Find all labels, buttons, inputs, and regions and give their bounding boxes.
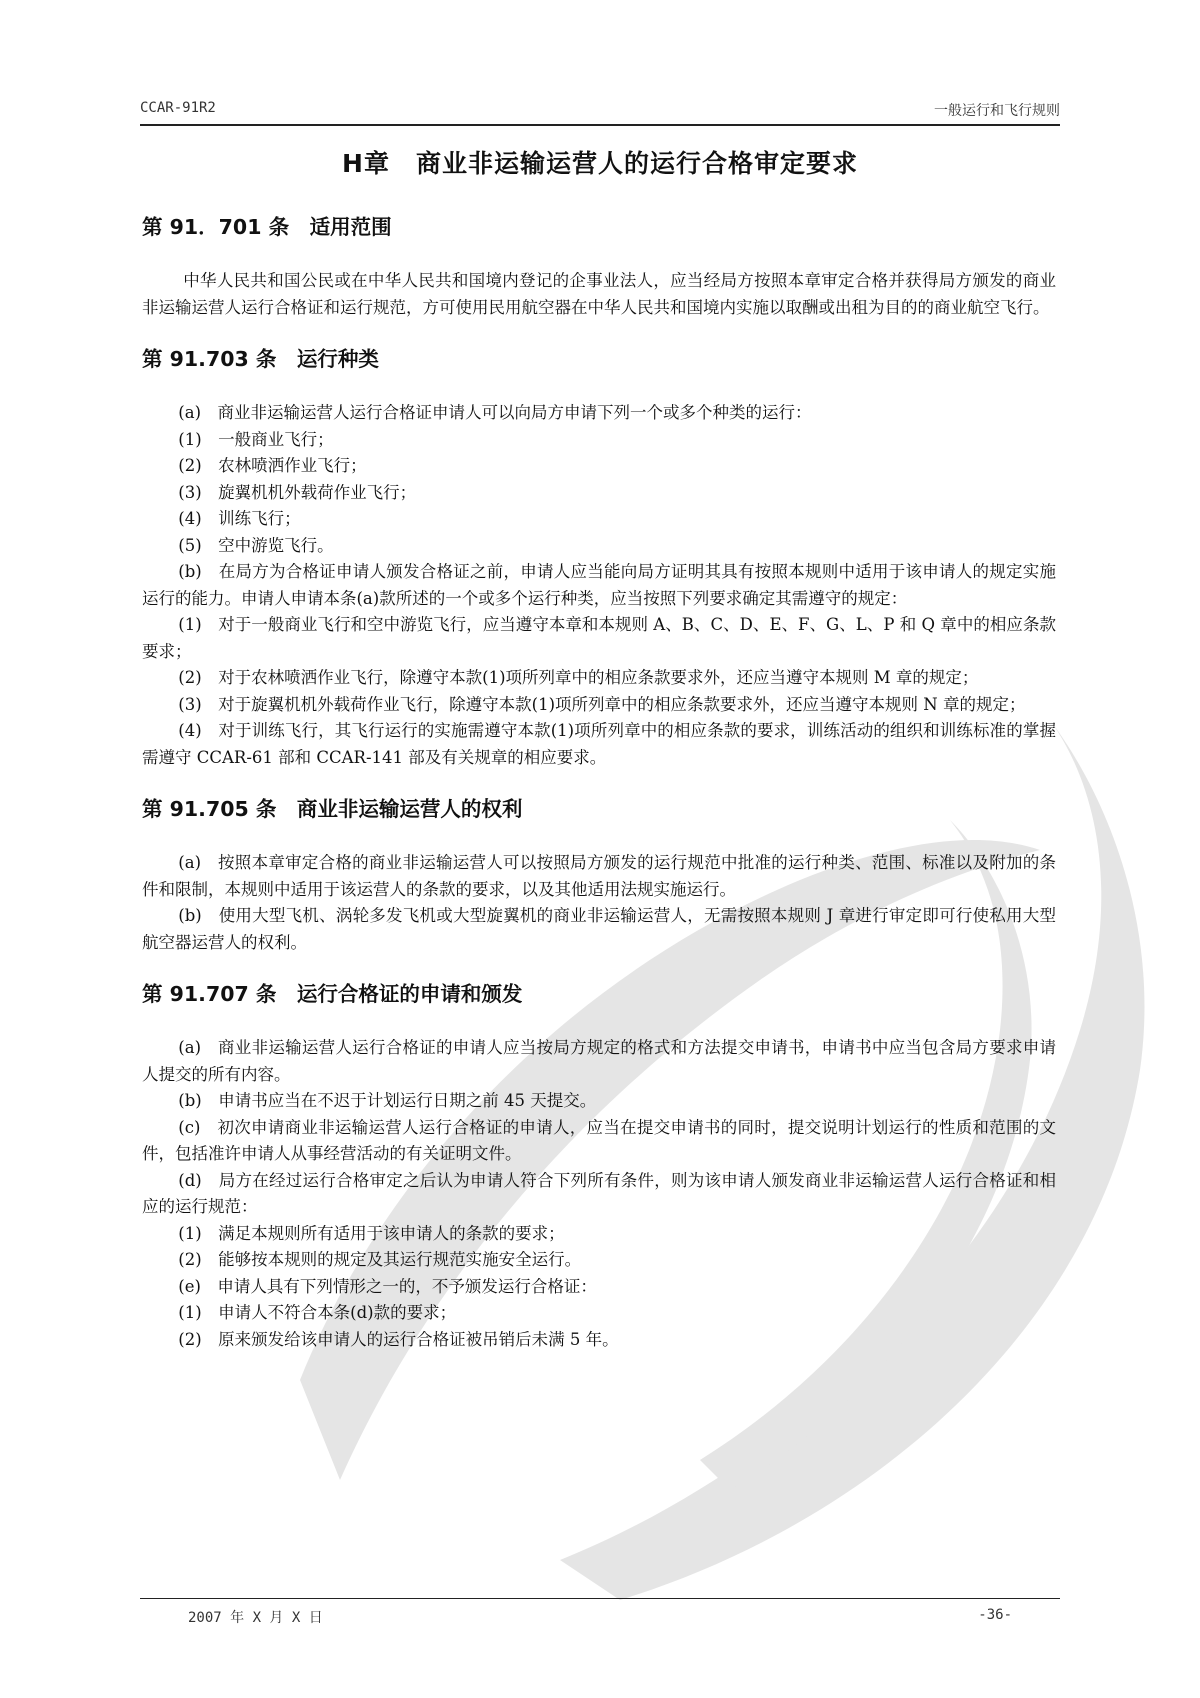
paragraph: (5) 空中游览飞行。 xyxy=(178,535,334,555)
paragraph: (1) 申请人不符合本条(d)款的要求； xyxy=(178,1303,457,1322)
paragraph: (2) 对于农林喷洒作业飞行，除遵守本款(1)项所列章中的相应条款要求外，还应当遵守本规则 M 章的规定； xyxy=(178,668,979,687)
paragraph: (b) 申请书应当在不迟于计划运行日期之前 45 天提交。 xyxy=(178,1091,597,1110)
section-heading: 第 91.705 条 商业非运输运营人的权利 xyxy=(142,797,523,821)
paragraph: (a) 按照本章审定合格的商业非运输运营人可以按照局方颁发的运行规范中批准的运行种类、范围、标准以及附加的条件和限制，本规则中适用于该运营人的条款的要求，以及其他适用法规实施运行。 xyxy=(142,853,1056,899)
section-91-707 xyxy=(142,979,1056,1353)
paragraph: (1) 一般商业飞行； xyxy=(178,429,334,449)
footer-date: 2007 年 X 月 X 日 xyxy=(188,1610,323,1626)
paragraph: (1) 满足本规则所有适用于该申请人的条款的要求； xyxy=(178,1223,565,1243)
paragraph: (2) 农林喷洒作业飞行； xyxy=(178,456,367,475)
chapter-title: H章 商业非运输运营人的运行合格审定要求 xyxy=(342,149,858,178)
section-91-705 xyxy=(142,794,1056,956)
paragraph: (2) 能够按本规则的规定及其运行规范实施安全运行。 xyxy=(178,1250,582,1269)
document-body xyxy=(142,212,1056,1376)
paragraph: (a) 商业非运输运营人运行合格证的申请人应当按局方规定的格式和方法提交申请书，申请书中应当包含局方要求申请人提交的所有内容。 xyxy=(142,1038,1056,1084)
section-heading: 第 91.703 条 运行种类 xyxy=(142,347,379,371)
paragraph: (4) 训练飞行； xyxy=(178,509,301,528)
page-number: -36- xyxy=(978,1607,1012,1623)
header-doc-id: CCAR-91R2 xyxy=(140,100,216,116)
paragraph: (b) 在局方为合格证申请人颁发合格证之前，申请人应当能向局方证明其具有按照本规则中适用于该申请人的规定实施运行的能力。申请人申请本条(a)款所述的一个或多个运行种类，应当按照下列要求确定其需遵守的规定： xyxy=(142,562,1056,608)
paragraph: (3) 旋翼机机外载荷作业飞行； xyxy=(178,482,417,502)
paragraph: (c) 初次申请商业非运输运营人运行合格证的申请人，应当在提交申请书的同时，提交说明计划运行的性质和范围的文件，包括准许申请人从事经营活动的有关证明文件。 xyxy=(142,1117,1056,1163)
page-header xyxy=(140,98,1060,126)
paragraph: (3) 对于旋翼机机外载荷作业飞行，除遵守本款(1)项所列章中的相应条款要求外，还应当遵守本规则 N 章的规定； xyxy=(178,694,1026,714)
paragraph: (4) 对于训练飞行，其飞行运行的实施需遵守本款(1)项所列章中的相应条款的要求，训练活动的组织和训练标准的掌握需遵守 CCAR-61 部和 CCAR-141 部及有关规章的相应要求。 xyxy=(142,721,1056,767)
paragraph: (b) 使用大型飞机、涡轮多发飞机或大型旋翼机的商业非运输运营人，无需按照本规则 J 章进行审定即可行使私用大型航空器运营人的权利。 xyxy=(142,906,1056,952)
paragraph: 中华人民共和国公民或在中华人民共和国境内登记的企事业法人，应当经局方按照本章审定合格并获得局方颁发的商业非运输运营人运行合格证和运行规范，方可使用民用航空器在中华人民共和国境内实施以取酬或出租为目的的商业航空飞行。 xyxy=(142,271,1056,317)
section-heading: 第 91.707 条 运行合格证的申请和颁发 xyxy=(142,982,523,1006)
section-91-701 xyxy=(142,212,1056,321)
header-doc-title: 一般运行和飞行规则 xyxy=(934,103,1060,119)
paragraph: (e) 申请人具有下列情形之一的，不予颁发运行合格证： xyxy=(178,1276,597,1296)
section-91-703 xyxy=(142,344,1056,771)
page-footer xyxy=(140,1598,1060,1629)
paragraph: (d) 局方在经过运行合格审定之后认为申请人符合下列所有条件，则为该申请人颁发商业非运输运营人运行合格证和相应的运行规范： xyxy=(142,1170,1056,1216)
paragraph: (a) 商业非运输运营人运行合格证申请人可以向局方申请下列一个或多个种类的运行： xyxy=(178,403,812,422)
paragraph: (2) 原来颁发给该申请人的运行合格证被吊销后未满 5 年。 xyxy=(178,1329,619,1349)
section-heading: 第 91．701 条 适用范围 xyxy=(142,215,392,239)
paragraph: (1) 对于一般商业飞行和空中游览飞行，应当遵守本章和本规则 A、B、C、D、E、F、G、L、P 和 Q 章中的相应条款要求； xyxy=(142,615,1056,661)
